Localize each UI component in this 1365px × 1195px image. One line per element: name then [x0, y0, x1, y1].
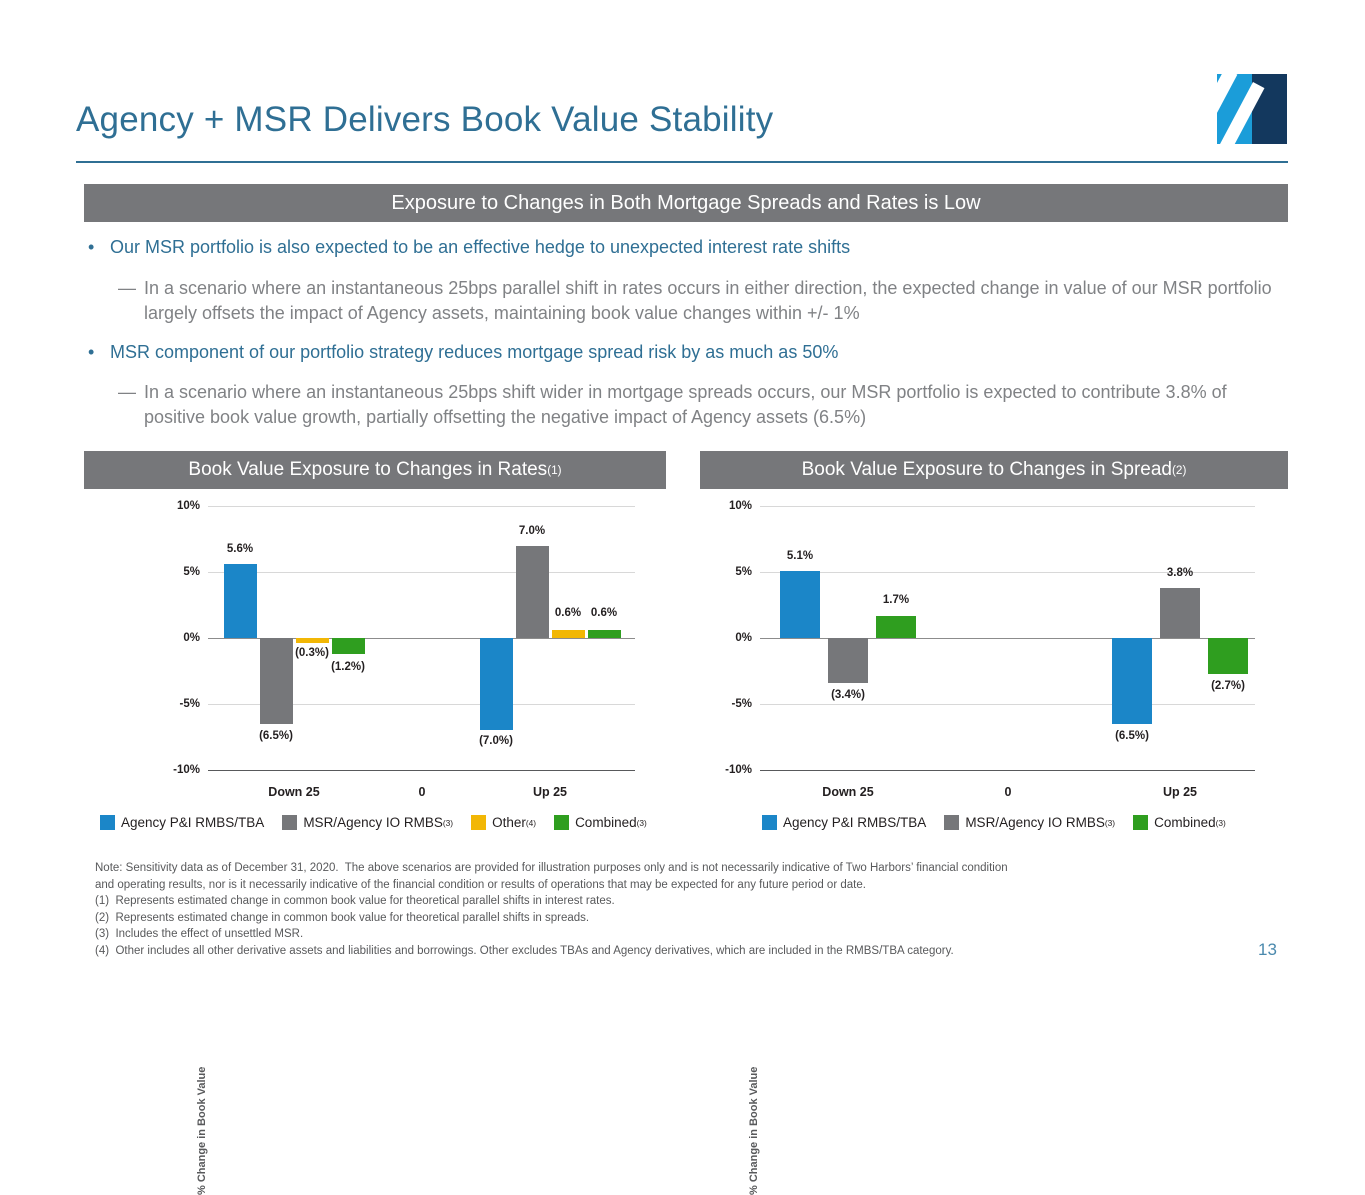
right-chart-ytick-0: 0% [735, 632, 752, 644]
left-chart-x-axis [208, 770, 635, 771]
left-chart-ytick-neg10: -10% [173, 764, 200, 776]
legend-label-msr-left: MSR/Agency IO RMBS [303, 815, 443, 830]
left-bar-combined-down25 [332, 638, 365, 654]
legend-sup-combined-left: (3) [636, 817, 647, 828]
page-number: 13 [1258, 940, 1277, 959]
right-bar-label-combined-up25: (2.7%) [1211, 680, 1245, 692]
left-bar-agency-down25 [224, 564, 257, 638]
left-bar-label-msr-up25: 7.0% [518, 525, 546, 537]
right-bar-label-combined-down25: 1.7% [882, 594, 910, 606]
legend-item-combined-right [1133, 815, 1226, 830]
legend-label-agency-right: Agency P&I RMBS/TBA [783, 815, 927, 830]
left-bar-label-msr-down25: (6.5%) [259, 730, 293, 742]
legend-label-agency-left: Agency P&I RMBS/TBA [121, 815, 265, 830]
left-bar-label-combined-up25: 0.6% [590, 607, 618, 619]
footnote-3: (3) Includes the effect of unsettled MSR. [95, 928, 304, 940]
left-chart-y-axis-label: % Change in Book Value [196, 1066, 208, 1195]
right-bar-label-agency-up25: (6.5%) [1115, 730, 1149, 742]
title-divider [76, 161, 1288, 163]
right-bar-combined-up25 [1208, 638, 1248, 674]
left-chart-gridline-top [208, 506, 635, 507]
right-chart-ytick-5: 5% [735, 566, 752, 578]
left-chart-xtick-zero: 0 [418, 785, 426, 799]
right-chart-xtick-zero: 0 [1004, 785, 1012, 799]
bullet-3-marker: • [88, 342, 95, 362]
left-bar-label-other-down25: (0.3%) [295, 647, 329, 659]
right-chart-xtick-up25: Up 25 [1162, 785, 1198, 799]
legend-sup-other-left: (4) [525, 817, 537, 828]
right-chart-ytick-neg10: -10% [725, 764, 752, 776]
left-chart-header [84, 451, 666, 489]
right-chart-title-footnote: (2) [1172, 463, 1187, 477]
right-chart-header [700, 451, 1288, 489]
legend-swatch-other-left [471, 815, 486, 830]
footnotes [95, 860, 1275, 959]
legend-swatch-agency-right [762, 815, 777, 830]
bullet-3 [88, 342, 1268, 363]
bullet-2-text: In a scenario where an instantaneous 25bps parallel shift in rates occurs in either direction, the expected change in value of our MSR portfolio largely offsets the impact of Agency assets, maintaining book value changes within +/- 1% [144, 278, 1272, 323]
legend-label-combined-right: Combined [1154, 815, 1216, 830]
right-bar-label-agency-down25: 5.1% [786, 550, 814, 562]
bullet-4 [118, 380, 1278, 430]
left-bar-label-other-up25: 0.6% [554, 607, 582, 619]
left-chart-ytick-10: 10% [176, 500, 200, 512]
legend-label-msr-right: MSR/Agency IO RMBS [965, 815, 1105, 830]
left-chart-legend [100, 815, 665, 830]
left-chart-title: Book Value Exposure to Changes in Rates [188, 459, 548, 480]
right-bar-msr-up25 [1160, 588, 1200, 638]
left-bar-combined-up25 [588, 630, 621, 638]
footnote-4: (4) Other includes all other derivative assets and liabilities and borrowings. Other excludes TBAs and Agency derivatives, which are included in the RMBS/TBA category. [95, 944, 954, 957]
legend-swatch-combined-right [1133, 815, 1148, 830]
left-chart-ytick-0: 0% [183, 632, 200, 644]
left-chart-xtick-down25: Down 25 [268, 785, 320, 799]
left-chart-gridline-5 [208, 572, 635, 573]
left-bar-msr-up25 [516, 546, 549, 638]
legend-sup-msr-right: (3) [1104, 817, 1116, 828]
legend-item-agency-right [762, 815, 926, 830]
left-chart-title-footnote: (1) [547, 463, 562, 477]
left-bar-label-agency-up25: (7.0%) [479, 735, 513, 747]
right-bar-label-msr-down25: (3.4%) [831, 689, 865, 701]
bullet-1-marker: • [88, 237, 95, 257]
left-bar-label-combined-down25: (1.2%) [331, 661, 365, 673]
legend-item-msr-left [282, 815, 453, 830]
bullet-4-text: In a scenario where an instantaneous 25bps shift wider in mortgage spreads occurs, our MSR portfolio is expected to contribute 3.8% of positive book value growth, partially offsetting the negative impact of Agency assets (6.5%) [144, 382, 1227, 427]
right-chart-gridline-neg5 [760, 704, 1255, 705]
footnote-note-cont: and operating results, nor is it necessarily indicative of the financial condition or results of operations that may be expected for any future period or date. [95, 878, 866, 891]
right-bar-agency-down25 [780, 571, 820, 638]
legend-swatch-agency-left [100, 815, 115, 830]
legend-swatch-msr-right [944, 815, 959, 830]
bullet-3-text: MSR component of our portfolio strategy reduces mortgage spread risk by as much as 50% [110, 342, 839, 362]
left-bar-agency-up25 [480, 638, 513, 730]
right-bar-label-msr-up25: 3.8% [1166, 567, 1194, 579]
right-chart-x-axis [760, 770, 1255, 771]
bullet-4-marker: — [118, 382, 136, 402]
right-bar-msr-down25 [828, 638, 868, 683]
bullet-1-text: Our MSR portfolio is also expected to be an effective hedge to unexpected interest rate shifts [110, 237, 851, 257]
footnote-1: (1) Represents estimated change in common book value for theoretical parallel shifts in interest rates. [95, 895, 615, 907]
legend-item-combined-left [554, 815, 647, 830]
legend-label-combined-left: Combined [575, 815, 637, 830]
bullet-2-marker: — [118, 278, 136, 298]
legend-sup-combined-right: (3) [1215, 817, 1226, 828]
legend-swatch-msr-left [282, 815, 297, 830]
right-bar-combined-down25 [876, 616, 916, 638]
left-chart-ytick-5: 5% [183, 566, 200, 578]
right-bar-agency-up25 [1112, 638, 1152, 724]
bullet-1 [88, 237, 1268, 258]
right-chart-xtick-down25: Down 25 [822, 785, 874, 799]
legend-item-agency-left [100, 815, 264, 830]
right-chart-ytick-10: 10% [728, 500, 752, 512]
left-chart-xtick-up25: Up 25 [532, 785, 568, 799]
right-chart-ytick-neg5: -5% [731, 698, 752, 710]
section-banner: Exposure to Changes in Both Mortgage Spreads and Rates is Low [84, 184, 1288, 222]
legend-sup-msr-left: (3) [442, 817, 454, 828]
left-bar-other-down25 [296, 638, 329, 643]
page-title: Agency + MSR Delivers Book Value Stability [76, 100, 774, 139]
company-logo-icon [1217, 74, 1287, 144]
left-bar-label-agency-down25: 5.6% [226, 543, 254, 555]
right-chart-y-axis-label: % Change in Book Value [748, 1066, 760, 1195]
right-chart-legend [762, 815, 1244, 830]
left-chart-ytick-neg5: -5% [179, 698, 200, 710]
bullet-2 [118, 276, 1278, 326]
right-chart-gridline-top [760, 506, 1255, 507]
legend-label-other-left: Other [492, 815, 526, 830]
legend-swatch-combined-left [554, 815, 569, 830]
footnote-2: (2) Represents estimated change in common book value for theoretical parallel shifts in spreads. [95, 911, 590, 924]
legend-item-other-left [471, 815, 536, 830]
right-chart-title: Book Value Exposure to Changes in Spread [801, 459, 1172, 480]
left-bar-other-up25 [552, 630, 585, 638]
footnote-note: Note: Sensitivity data as of December 31, 2020. The above scenarios are provided for illustration purposes only and is not necessarily indicative of Two Harbors’ financial condition [95, 862, 1008, 874]
legend-item-msr-right [944, 815, 1115, 830]
